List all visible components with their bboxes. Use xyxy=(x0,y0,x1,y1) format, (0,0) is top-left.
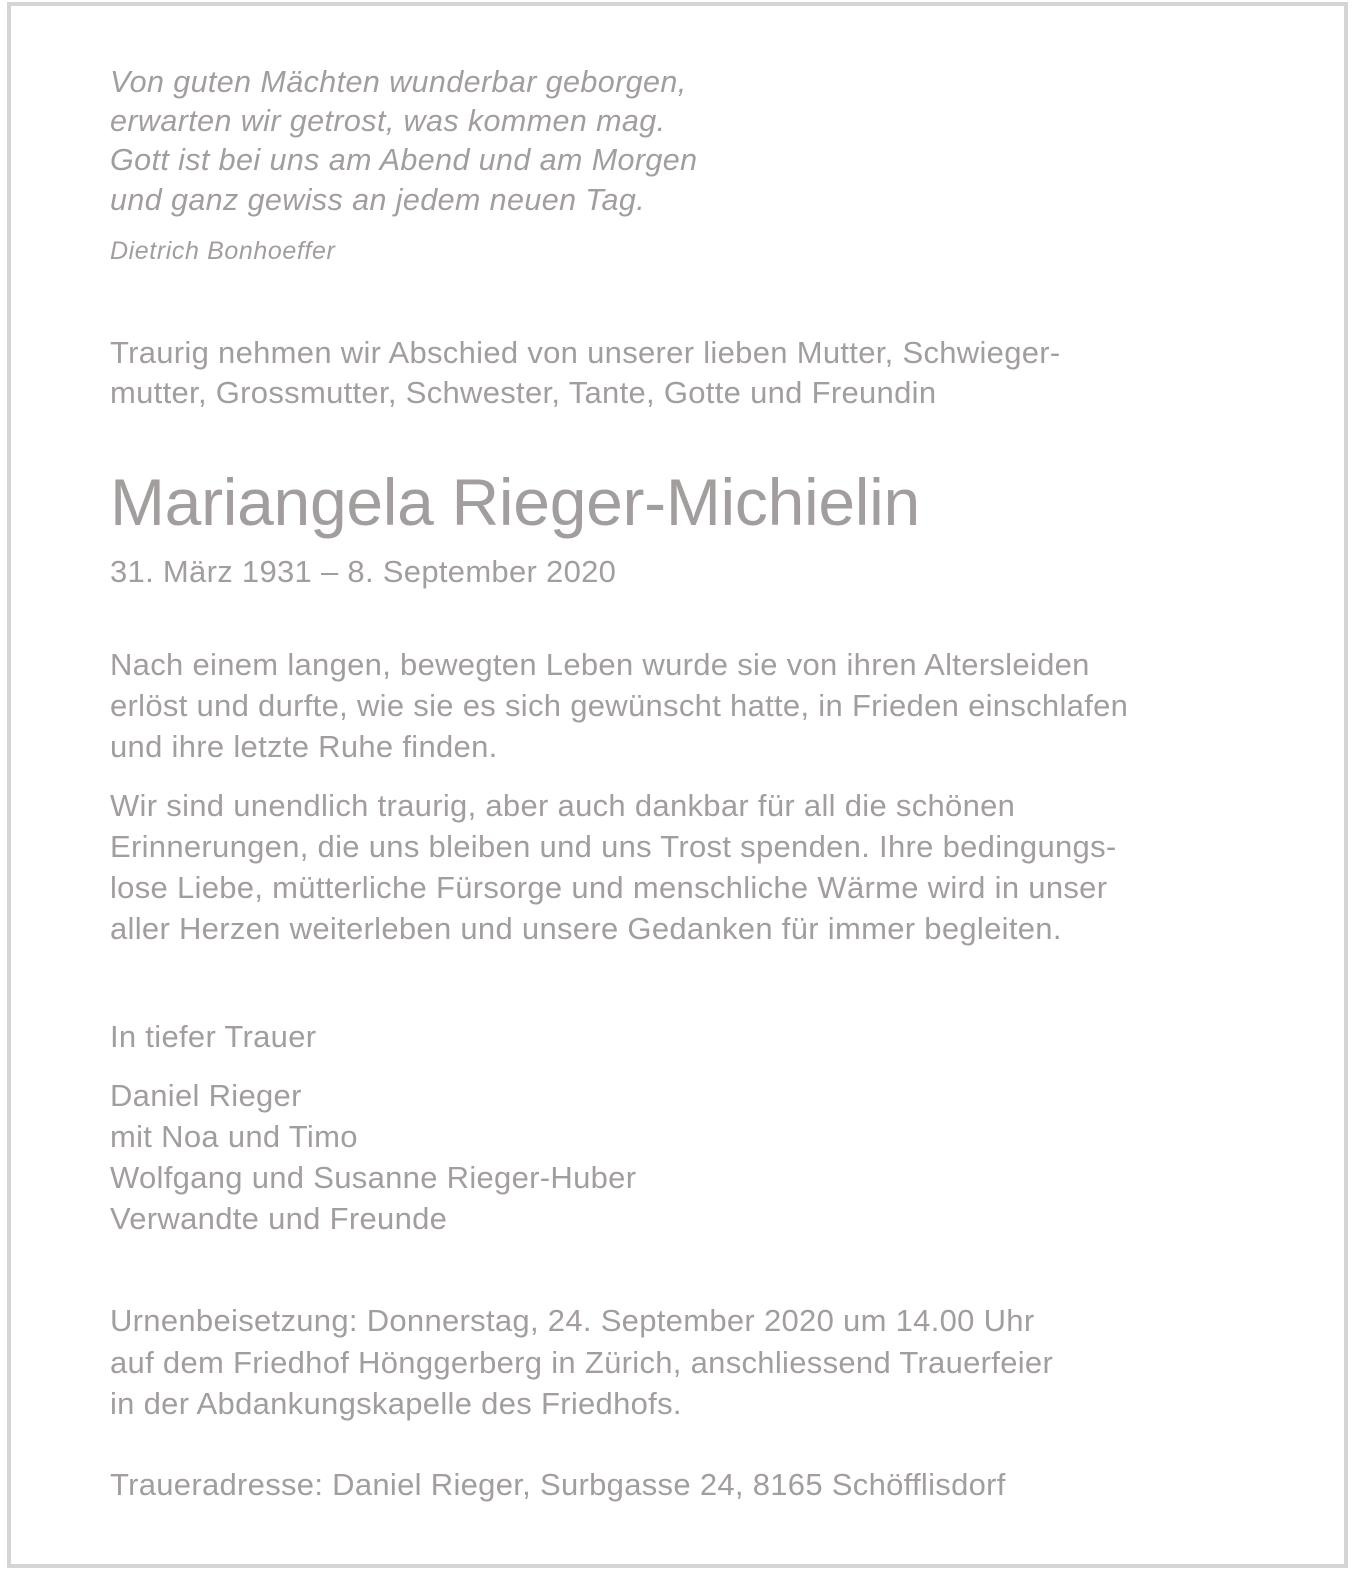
deceased-name: Mariangela Rieger-Michielin xyxy=(110,465,920,539)
intro-line: Traurig nehmen wir Abschied von unserer lieben Mutter, Schwieger- xyxy=(110,335,1061,370)
quote-line: erwarten wir getrost, was kommen mag. xyxy=(110,104,666,138)
paragraph-line: Erinnerungen, die uns bleiben und uns Trost spenden. Ihre bedingungs- xyxy=(110,829,1117,864)
paragraph-line: erlöst und durfte, wie sie es sich gewünscht hatte, in Frieden einschlafen xyxy=(110,688,1129,723)
quote-line: und ganz gewiss an jedem neuen Tag. xyxy=(110,183,646,217)
life-dates: 31. März 1931 – 8. September 2020 xyxy=(110,554,617,589)
mourning-address: Traueradresse: Daniel Rieger, Surbgasse 24, 8165 Schöfflisdorf xyxy=(110,1467,1006,1502)
service-line: auf dem Friedhof Hönggerberg in Zürich, anschliessend Trauerfeier xyxy=(110,1345,1054,1380)
paragraph-line: lose Liebe, mütterliche Fürsorge und menschliche Wärme wird in unser xyxy=(110,870,1108,905)
paragraph-line: Nach einem langen, bewegten Leben wurde sie von ihren Altersleiden xyxy=(110,647,1090,682)
mourner-name: mit Noa und Timo xyxy=(110,1119,358,1154)
paragraph-line: und ihre letzte Ruhe finden. xyxy=(110,729,498,764)
paragraph-line: Wir sind unendlich traurig, aber auch dankbar für all die schönen xyxy=(110,788,1016,823)
mourner-name: Verwandte und Freunde xyxy=(110,1201,448,1236)
intro-line: mutter, Grossmutter, Schwester, Tante, Gotte und Freundin xyxy=(110,375,937,410)
service-line: Urnenbeisetzung: Donnerstag, 24. September 2020 um 14.00 Uhr xyxy=(110,1303,1035,1338)
mourner-name: Daniel Rieger xyxy=(110,1078,302,1113)
service-line: in der Abdankungskapelle des Friedhofs. xyxy=(110,1386,682,1421)
quote-author: Dietrich Bonhoeffer xyxy=(110,237,336,265)
quote-line: Gott ist bei uns am Abend und am Morgen xyxy=(110,143,698,177)
mourner-name: Wolfgang und Susanne Rieger-Huber xyxy=(110,1160,637,1195)
paragraph-line: aller Herzen weiterleben und unsere Gedanken für immer begleiten. xyxy=(110,911,1062,946)
mourners-heading: In tiefer Trauer xyxy=(110,1019,317,1054)
quote-line: Von guten Mächten wunderbar geborgen, xyxy=(110,65,687,99)
